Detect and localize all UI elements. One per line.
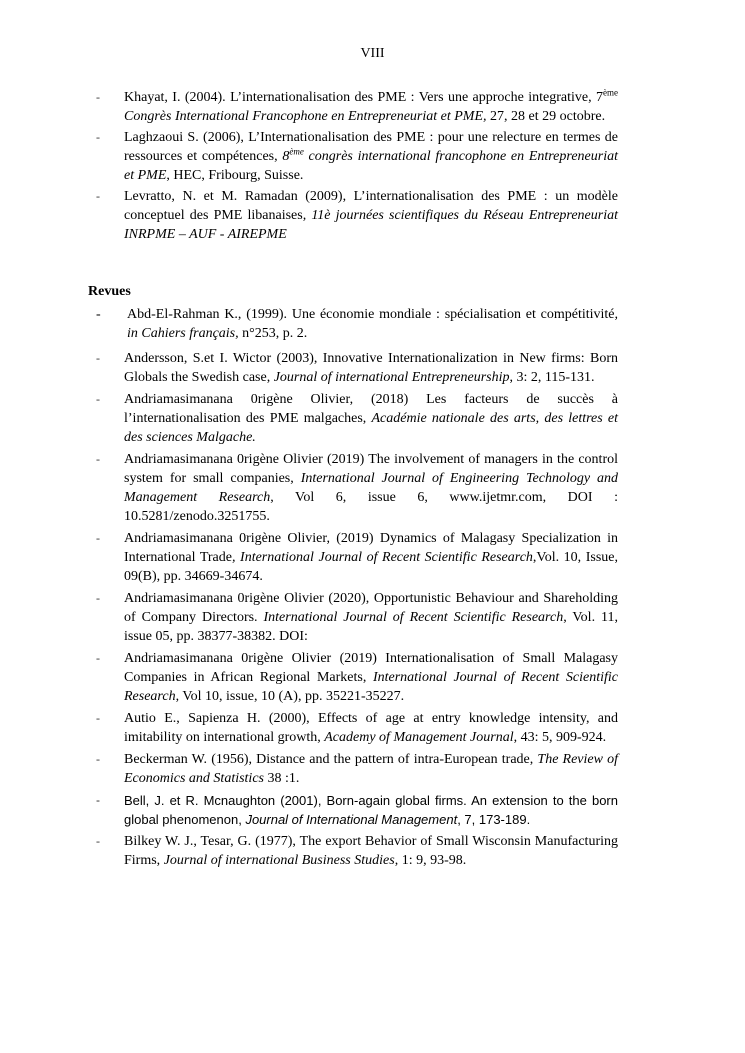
reference-item: - Bilkey W. J., Tesar, G. (1977), The export Behavior of Small Wisconsin Manufacturing Firms, Journal of international Business Studies, 1: 9, 93-98.: [96, 834, 618, 868]
congress-references-list: [96, 88, 618, 246]
reference-item: - Levratto, N. et M. Ramadan (2009), L’internationalisation des PME : un modèle conceptuel des PME libanaises, 11è journées scientifiques du Réseau Entrepreneuriat INRPME – AUF - AIREPME: [96, 189, 618, 242]
list-dash: -: [96, 130, 100, 144]
list-dash: -: [96, 793, 100, 807]
reference-item: - Andriamasimanana 0rigène Olivier, (2019) Dynamics of Malagasy Specialization in International Trade, International Journal of Recent Scientific Research,Vol. 10, Issue, 09(B), pp. 34669-34674.: [96, 531, 618, 584]
reference-item: - Abd-El-Rahman K., (1999). Une économie mondiale : spécialisation et compétitivité, in Cahiers français, n°253, p. 2.: [96, 307, 618, 341]
reference-item: - Andriamasimanana 0rigène Olivier, (2018) Les facteurs de succès à l’internationalisation des PME malgaches, Académie nationale des arts, des lettres et des sciences Malgache.: [96, 392, 619, 445]
reference-item: - Bell, J. et R. Mcnaughton (2001), Born-again global firms. An extension to the born global phenomenon, Journal of International Management, 7, 173-189.: [96, 793, 618, 827]
list-dash: -: [96, 189, 100, 203]
list-dash: -: [96, 452, 100, 466]
reference-item: - Laghzaoui S. (2006), L’Internationalisation des PME : pour une relecture en termes de ressources et compétences, 8ème congrès international francophone en Entrepreneuriat et PME, HEC, Fribourg, Suisse.: [96, 130, 618, 183]
reference-item: - Andriamasimanana 0rigène Olivier (2019) The involvement of managers in the control system for small companies, International Journal of Engineering Technology and Management Research, Vol 6, issue 6, www.ijetmr.com, DOI : 10.5281/zenodo.3251755.: [96, 452, 618, 524]
list-dash: -: [96, 531, 100, 545]
list-dash: -: [96, 351, 100, 365]
list-dash: -: [96, 752, 100, 766]
list-dash: -: [96, 90, 100, 104]
list-dash: -: [96, 651, 100, 665]
reference-item: - Autio E., Sapienza H. (2000), Effects of age at entry knowledge intensity, and imitability on international growth, Academy of Management Journal, 43: 5, 909-924.: [96, 711, 618, 745]
revues-references-list: [96, 305, 618, 872]
reference-item: - Andersson, S.et I. Wictor (2003), Innovative Internationalization in New firms: Born Globals the Swedish case, Journal of international Entrepreneurship, 3: 2, 115-131.: [96, 351, 618, 385]
list-dash: -: [96, 591, 100, 605]
page-number: VIII: [360, 46, 385, 61]
section-heading-revues: Revues: [88, 284, 131, 299]
list-dash: -: [96, 711, 100, 725]
list-dash: -: [96, 834, 100, 848]
reference-item: - Andriamasimanana 0rigène Olivier (2019) Internationalisation of Small Malagasy Companies in African Regional Markets, International Journal of Recent Scientific Research, Vol 10, issue, 10 (A), pp. 35221-35227.: [96, 651, 618, 704]
reference-item: - Beckerman W. (1956), Distance and the pattern of intra-European trade, The Review of Economics and Statistics 38 :1.: [96, 752, 618, 786]
list-dash: -: [96, 307, 101, 322]
reference-item: - Andriamasimanana 0rigène Olivier (2020), Opportunistic Behaviour and Shareholding of Company Directors. International Journal of Recent Scientific Research, Vol. 11, issue 05, pp. 38377-38382. DOI:: [96, 591, 618, 644]
reference-item: - Khayat, I. (2004). L’internationalisation des PME : Vers une approche integrative, 7ème Congrès International Francophone en Entrepreneuriat et PME, 27, 28 et 29 octobre.: [96, 87, 618, 124]
list-dash: -: [96, 392, 100, 406]
